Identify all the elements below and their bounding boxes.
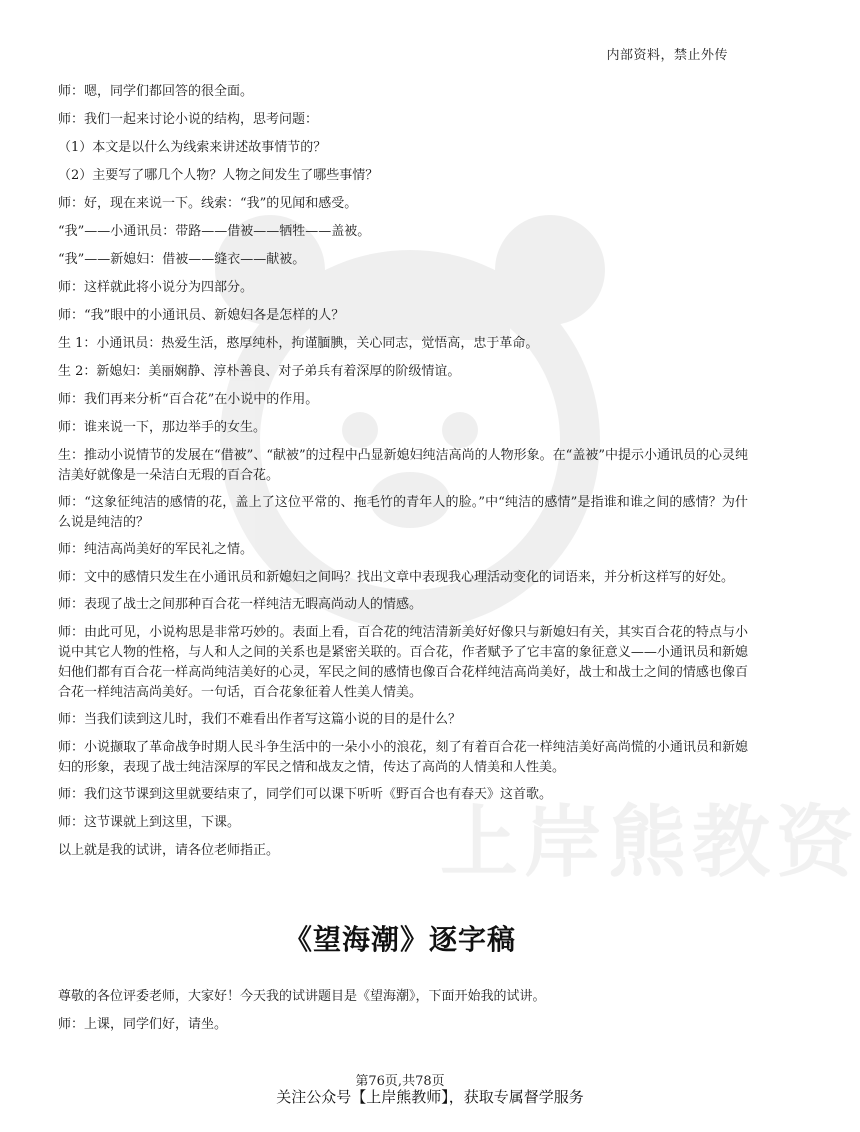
transcript-body bbox=[58, 82, 748, 869]
paragraph: 师：由此可见，小说构思是非常巧妙的。表面上看，百合花的纯洁清新美好好像只与新媳妇有关，其实百合花的特点与小说中其它人物的性格，与人和人之间的关系也是紧密关联的。百合花，作者赋予了它丰富的象征意义——小通讯员和新媳妇他们都有百合花一样高尚纯洁美好的心灵，军民之间的感情也像百合花样纯洁高尚美好，战士和战士之间的情感也像百合花一样纯洁高尚美好。一句话，百合花象征着人性美人情美。 bbox=[58, 625, 748, 700]
paragraph: 师：表现了战士之间那种百合花一样纯洁无暇高尚动人的情感。 bbox=[58, 597, 423, 612]
paragraph: 师：谁来说一下，那边举手的女生。 bbox=[58, 420, 267, 435]
paragraph: 生 1：小通讯员：热爱生活，憨厚纯朴，拘谨腼腆，关心同志，觉悟高，忠于革命。 bbox=[58, 336, 539, 351]
paragraph: 师：我们再来分析“百合花”在小说中的作用。 bbox=[58, 392, 319, 407]
paragraph: 以上就是我的试讲，请各位老师指正。 bbox=[58, 843, 280, 858]
paragraph: 师：这样就此将小说分为四部分。 bbox=[58, 280, 254, 295]
paragraph: 师：这节课就上到这里，下课。 bbox=[58, 815, 241, 830]
confidential-note: 内部资料，禁止外传 bbox=[606, 48, 728, 63]
section-title: 《望海潮》逐字稿 bbox=[283, 923, 516, 956]
paragraph: 师：我们这节课到这里就要结束了，同学们可以课下听听《野百合也有春天》这首歌。 bbox=[58, 787, 553, 802]
section-body bbox=[58, 987, 748, 1043]
watermark-text: 上岸熊教资 bbox=[440, 798, 860, 888]
paragraph: 师：好，现在来说一下。线索：“我”的见闻和感受。 bbox=[58, 196, 358, 211]
paragraph: 师：纯洁高尚美好的军民礼之情。 bbox=[58, 542, 254, 557]
page-number: 第76页,共78页 bbox=[355, 1074, 445, 1089]
paragraph: 师：“我”眼中的小通讯员、新媳妇各是怎样的人？ bbox=[58, 308, 345, 323]
paragraph: 师：嗯，同学们都回答的很全面。 bbox=[58, 84, 254, 99]
paragraph: 生 2：新媳妇：美丽娴静、淳朴善良、对子弟兵有着深厚的阶级情谊。 bbox=[58, 364, 461, 379]
paragraph: “我”——新媳妇：借被——缝衣——献被。 bbox=[58, 252, 306, 267]
paragraph: 尊敬的各位评委老师，大家好！今天我的试讲题目是《望海潮》，下面开始我的试讲。 bbox=[58, 989, 546, 1004]
paragraph: 师：小说撷取了革命战争时期人民斗争生活中的一朵小小的浪花，刻了有着百合花一样纯洁美好高尚慌的小通讯员和新媳妇的形象，表现了战士纯洁深厚的军民之情和战友之情，传达了高尚的人情美和人性美。 bbox=[58, 740, 748, 775]
paragraph: （1）本文是以什么为线索来讲述故事情节的？ bbox=[58, 140, 327, 155]
paragraph: 生：推动小说情节的发展在“借被”、“献被”的过程中凸显新媳妇纯洁高尚的人物形象。在“盖被”中提示小通讯员的心灵纯洁美好就像是一朵洁白无瑕的百合花。 bbox=[58, 448, 748, 483]
paragraph: 师：上课，同学们好，请坐。 bbox=[58, 1017, 228, 1032]
paragraph: （2）主要写了哪几个人物？人物之间发生了哪些事情？ bbox=[58, 168, 379, 183]
paragraph: “我”——小通讯员：带路——借被——牺牲——盖被。 bbox=[58, 224, 371, 239]
paragraph: 师：文中的感情只发生在小通讯员和新媳妇之间吗？找出文章中表现我心理活动变化的词语来，并分析这样写的好处。 bbox=[58, 570, 735, 585]
footer-promo: 关注公众号【上岸熊教师】，获取专属督学服务 bbox=[276, 1088, 584, 1106]
paragraph: 师：我们一起来讨论小说的结构，思考问题： bbox=[58, 112, 319, 127]
paragraph: 师：“这象征纯洁的感情的花，盖上了这位平常的、拖毛竹的青年人的脸。”中“纯洁的感情”是指谁和谁之间的感情？为什么说是纯洁的？ bbox=[58, 495, 748, 530]
paragraph: 师：当我们读到这儿时，我们不难看出作者写这篇小说的目的是什么？ bbox=[58, 712, 462, 727]
